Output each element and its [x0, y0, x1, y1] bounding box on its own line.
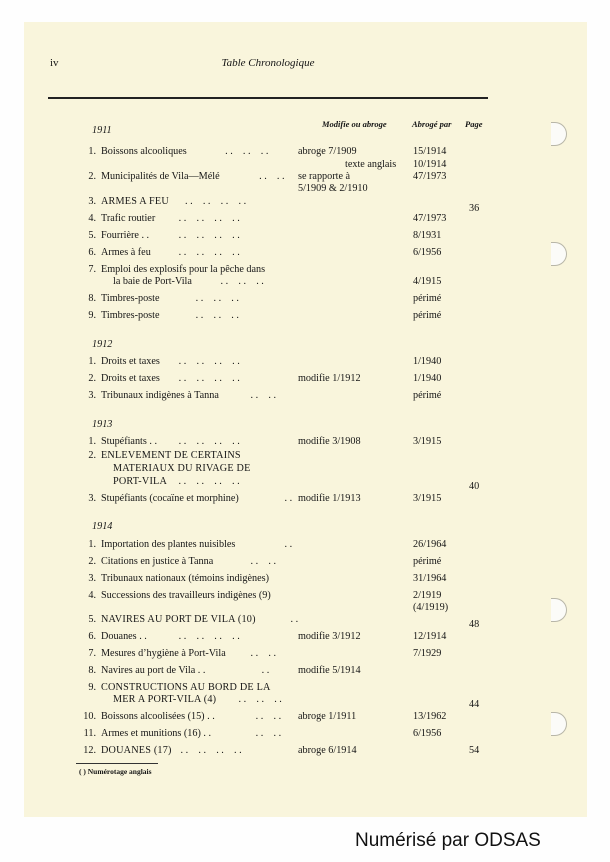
entry-number: 2. [88, 373, 96, 384]
page-number: iv [50, 57, 59, 69]
modified-by: abroge 6/1914 [298, 745, 357, 756]
entry-title: Boissons alcoolisées (15) . . [101, 711, 215, 722]
abrogated-by: 3/1915 [413, 493, 442, 504]
entry-title: NAVIRES AU PORT DE VILA (10) [101, 614, 256, 625]
entry-number: 8. [88, 293, 96, 304]
leader-dots: . . . . . . [236, 694, 282, 705]
modified-by: se rapporte à [298, 171, 351, 182]
entry-title: Importation des plantes nuisibles [101, 539, 236, 550]
modified-by: abroge 1/1911 [298, 711, 357, 722]
year-heading: 1912 [92, 339, 113, 350]
abrogated-by: périmé [413, 390, 442, 401]
leader-dots: . . . . . . . . [171, 356, 240, 367]
modified-by: modifie 1/1912 [298, 373, 361, 384]
page-reference: 40 [469, 481, 480, 492]
entry-number: 5. [88, 230, 96, 241]
abrogated-by: 1/1940 [413, 373, 442, 384]
leader-dots: . . . . . . . . [185, 196, 247, 207]
entry-title: Timbres-poste [101, 310, 160, 321]
entry-number: 2. [88, 450, 96, 461]
entry-title: Fourrière . . [101, 230, 150, 241]
entry-title: Tribunaux indigènes à Tanna [101, 390, 219, 401]
abrogated-by: 31/1964 [413, 573, 447, 584]
modified-by: modifie 3/1912 [298, 631, 361, 642]
entry-number: 10. [83, 711, 96, 722]
page-reference: 36 [469, 203, 480, 214]
abrogated-by: 3/1915 [413, 436, 442, 447]
modified-by: texte anglais [345, 159, 397, 170]
entry-title: Douanes . . [101, 631, 147, 642]
modified-by: modifie 1/1913 [298, 493, 361, 504]
entry-number: 9. [88, 682, 96, 693]
leader-dots: . . . . [248, 556, 277, 567]
entry-number: 11. [83, 728, 96, 739]
leader-dots: . . [282, 539, 293, 550]
footnote: ( ) Numérotage anglais [79, 767, 152, 776]
entry-title: Timbres-poste [101, 293, 160, 304]
binder-holes [537, 22, 567, 817]
year-heading: 1911 [92, 125, 112, 136]
entry-title: MER A PORT-VILA (4) [113, 694, 217, 705]
binder-hole [551, 122, 567, 146]
column-header-page: Page [465, 119, 483, 129]
entry-number: 3. [88, 573, 96, 584]
abrogated-by: 6/1956 [413, 247, 442, 258]
header-rule [48, 97, 488, 99]
entry-number: 6. [88, 631, 96, 642]
modified-by: modifie 5/1914 [298, 665, 361, 676]
page-reference: 54 [469, 745, 480, 756]
abrogated-by: 6/1956 [413, 728, 442, 739]
entry-title: DOUANES (17) [101, 745, 172, 756]
leader-dots: . . . . [254, 171, 285, 182]
leader-dots: . . . . [248, 390, 277, 401]
page-header [50, 55, 486, 75]
abrogated-by: 1/1940 [413, 356, 442, 367]
entry-title: Municipalités de Vila—Mélé [101, 171, 220, 182]
page-reference: 44 [469, 699, 480, 710]
entry-title: Successions des travailleurs indigènes (9) [101, 590, 271, 601]
abrogated-by: 4/1915 [413, 276, 442, 287]
leader-dots: . . [282, 493, 293, 504]
entry-number: 3. [88, 390, 96, 401]
entry-title: Navires au port de Vila . . [101, 665, 206, 676]
entry-number: 1. [88, 356, 96, 367]
leader-dots: . . . . . . [188, 293, 239, 304]
entry-title: Stupéfiants (cocaïne et morphine) [101, 493, 239, 504]
modified-by: modifie 3/1908 [298, 436, 361, 447]
page-title: Table Chronologique [221, 57, 315, 69]
abrogated-by: périmé [413, 556, 442, 567]
entry-number: 3. [88, 493, 96, 504]
abrogated-by: périmé [413, 293, 442, 304]
abrogated-by: 2/1919 [413, 590, 442, 601]
entry-number: 4. [88, 590, 96, 601]
entry-title: MATERIAUX DU RIVAGE DE [113, 463, 251, 474]
leader-dots: . . . . . . [188, 310, 239, 321]
page-reference: 48 [469, 619, 480, 630]
entry-title: Citations en justice à Tanna [101, 556, 214, 567]
entry-title: Stupéfiants . . [101, 436, 158, 447]
abrogated-by: 7/1929 [413, 648, 442, 659]
leader-dots: . . . . . . . . [171, 436, 240, 447]
entry-number: 7. [88, 264, 96, 275]
entry-title: CONSTRUCTIONS AU BORD DE LA [101, 682, 271, 693]
leader-dots: . . . . [248, 728, 282, 739]
abrogated-by: 12/1914 [413, 631, 447, 642]
entry-number: 9. [88, 310, 96, 321]
leader-dots: . . [254, 665, 270, 676]
leader-dots: . . . . . . . . [171, 373, 240, 384]
entry-title: la baie de Port-Vila [113, 276, 192, 287]
column-header-abrogated: Abrogé par [412, 119, 452, 129]
entry-title: Emploi des explosifs pour la pêche dans [101, 264, 266, 275]
entry-number: 6. [88, 247, 96, 258]
abrogated-by: 47/1973 [413, 171, 447, 182]
entry-number: 2. [88, 171, 96, 182]
entry-number: 3. [88, 196, 96, 207]
entry-title: Tribunaux nationaux (témoins indigènes) [101, 573, 269, 584]
entry-number: 2. [88, 556, 96, 567]
abrogated-by: 26/1964 [413, 539, 447, 550]
column-header-modified: Modifie ou abroge [322, 119, 387, 129]
abrogated-by: 15/1914 [413, 146, 447, 157]
entry-number: 8. [88, 665, 96, 676]
footnote-rule [76, 763, 158, 764]
entry-number: 5. [88, 614, 96, 625]
abrogated-by: (4/1919) [413, 602, 449, 613]
entry-title: Droits et taxes [101, 373, 160, 384]
binder-hole [551, 712, 567, 736]
entry-number: 1. [88, 436, 96, 447]
abrogated-by: 47/1973 [413, 213, 447, 224]
year-heading: 1913 [92, 419, 113, 430]
abrogated-by: 13/1962 [413, 711, 447, 722]
binder-hole [551, 598, 567, 622]
entry-title: ENLEVEMENT DE CERTAINS [101, 450, 241, 461]
year-heading: 1914 [92, 521, 113, 532]
binder-hole [551, 242, 567, 266]
leader-dots: . . [288, 614, 299, 625]
watermark: Numérisé par ODSAS [355, 830, 541, 851]
entry-number: 4. [88, 213, 96, 224]
abrogated-by: périmé [413, 310, 442, 321]
entry-title: Droits et taxes [101, 356, 160, 367]
abrogated-by: 10/1914 [413, 159, 447, 170]
entry-number: 12. [83, 745, 96, 756]
entry-title: Armes à feu [101, 247, 151, 258]
entry-number: 1. [88, 539, 96, 550]
leader-dots: . . . . . . . . [171, 213, 240, 224]
entry-title: ARMES A FEU [101, 196, 169, 207]
entry-title: Boissons alcooliques [101, 146, 187, 157]
leader-dots: . . . . [248, 648, 277, 659]
abrogated-by: 8/1931 [413, 230, 442, 241]
modified-by: abroge 7/1909 [298, 146, 357, 157]
leader-dots: . . . . . . . . [171, 247, 240, 258]
entry-number: 1. [88, 146, 96, 157]
leader-dots: . . . . . . . . [171, 230, 240, 241]
leader-dots: . . . . [248, 711, 282, 722]
entry-title: Trafic routier [101, 213, 156, 224]
leader-dots: . . . . . . [218, 276, 264, 287]
entry-title: PORT-VILA [113, 476, 168, 487]
entry-title: Mesures d’hygiène à Port-Vila [101, 648, 226, 659]
leader-dots: . . . . . . . . [178, 745, 242, 756]
leader-dots: . . . . . . . . [176, 476, 240, 487]
leader-dots: . . . . . . [220, 146, 269, 157]
modified-by: 5/1909 & 2/1910 [298, 183, 368, 194]
entry-number: 7. [88, 648, 96, 659]
leader-dots: . . . . . . . . [171, 631, 240, 642]
entry-title: Armes et munitions (16) . . [101, 728, 212, 739]
